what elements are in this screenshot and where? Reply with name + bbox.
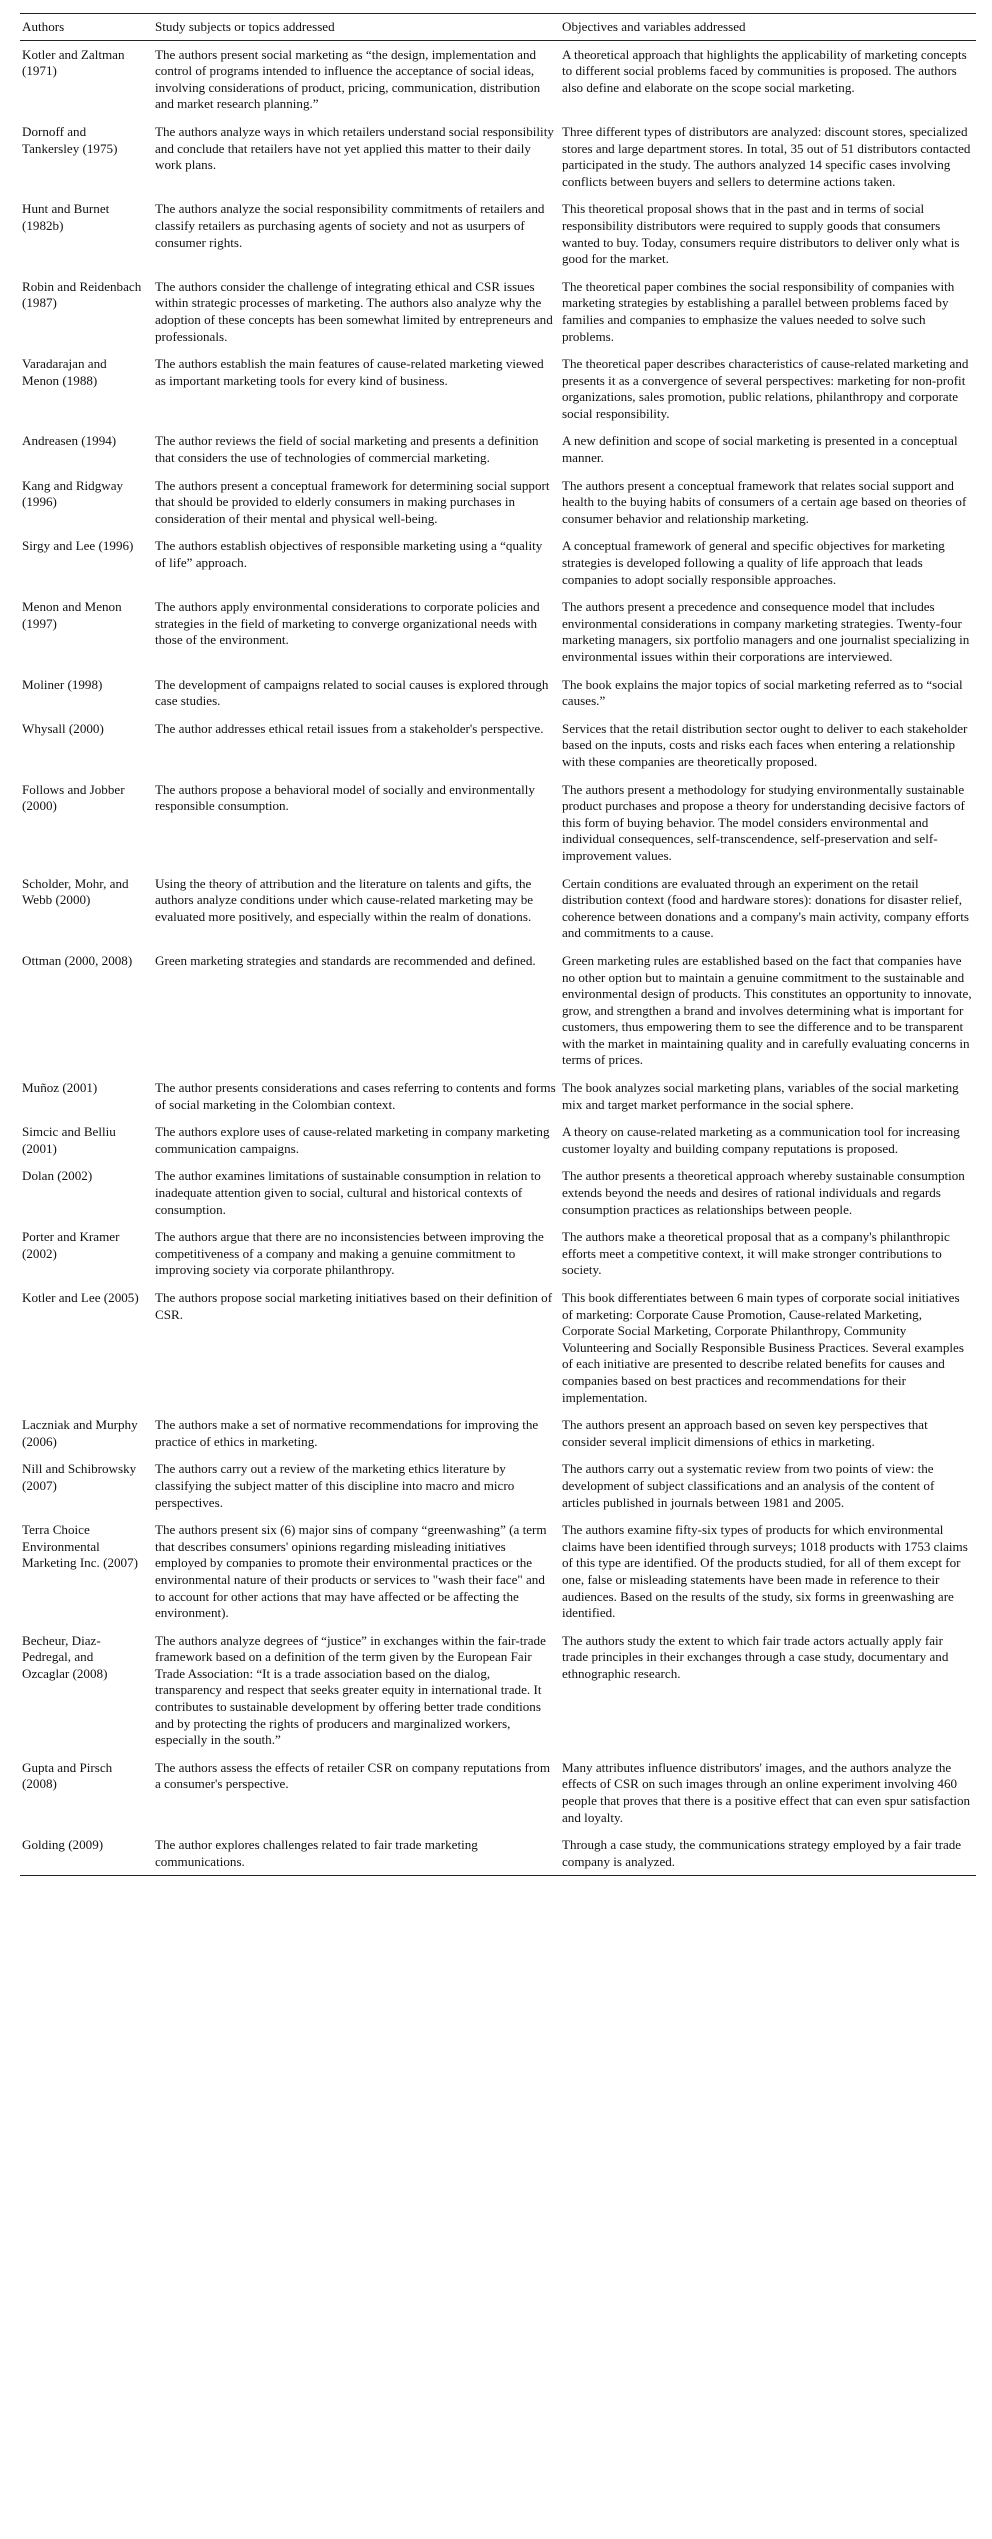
cell-authors: Follows and Jobber (2000) <box>22 781 125 814</box>
cell-subjects: The authors assess the effects of retailer CSR on company reputations from a consumer's perspective. <box>155 1759 551 1792</box>
cell-subjects: The authors analyze ways in which retailers understand social responsibility and conclude that retailers have not yet applied this matter to their daily work plans. <box>155 123 554 173</box>
cell-authors: Varadarajan and Menon (1988) <box>22 356 107 388</box>
cell-authors: Scholder, Mohr, and Webb (2000) <box>22 875 129 908</box>
cell-objectives: The book analyzes social marketing plans, variables of the social marketing mix and target market performance in the social sphere. <box>562 1080 959 1112</box>
table-row <box>20 118 976 195</box>
cell-authors: Dolan (2002) <box>22 1168 93 1184</box>
cell-subjects: The authors establish objectives of responsible marketing using a “quality of life” approach. <box>155 538 543 571</box>
cell-subjects: The authors present social marketing as “the design, implementation and control of programs intended to influence the acceptance of social ideas, involving considerations of product, pricing, communication, distribution and market research planning.” <box>155 46 541 112</box>
cell-authors: Becheur, Diaz-Pedregal, and Ozcaglar (2008) <box>22 1632 108 1681</box>
table-header <box>20 14 976 40</box>
table-row <box>20 1754 976 1831</box>
header-authors: Authors <box>20 14 153 40</box>
header-row <box>20 14 976 40</box>
table-row <box>20 1627 976 1754</box>
table-row <box>20 870 976 947</box>
cell-objectives: This book differentiates between 6 main types of corporate social initiatives of marketing: Corporate Cause Promotion, Cause-related Marketing, Corporate Social Marketing, Corporate Philanthropy, Community Volunteering and Socially Responsible Business Practices. Several examples of each initiative are presented to describe related benefits for causes and companies based on best practices and recommendations for their implementation. <box>562 1290 964 1405</box>
cell-subjects: The authors explore uses of cause-related marketing in company marketing communication campaigns. <box>155 1124 550 1156</box>
table-row <box>20 1411 976 1455</box>
cell-objectives: The author presents a theoretical approach whereby sustainable consumption extends beyond the needs and desires of rational individuals and regards consumption practices as relationships between people. <box>562 1168 965 1217</box>
cell-subjects: The authors propose a behavioral model of socially and environmentally responsible consumption. <box>155 781 535 814</box>
cell-objectives: The authors make a theoretical proposal that as a company's philanthropic efforts meet a competitive context, it will make stronger contributions to society. <box>562 1229 950 1278</box>
cell-authors: Sirgy and Lee (1996) <box>22 538 134 554</box>
cell-authors: Nill and Schibrowsky (2007) <box>22 1461 137 1493</box>
table-row <box>20 1284 976 1411</box>
cell-authors: Whysall (2000) <box>22 720 104 736</box>
cell-subjects: The authors make a set of normative recommendations for improving the practice of ethics in marketing. <box>155 1417 539 1449</box>
cell-objectives: Services that the retail distribution sector ought to deliver to each stakeholder based on the inputs, costs and risks each faces when entering a relationship with these companies are theoretically proposed. <box>562 720 968 769</box>
cell-subjects: Green marketing strategies and standards are recommended and defined. <box>155 952 536 968</box>
cell-subjects: The authors apply environmental considerations to corporate policies and strategies in the field of marketing to converge organizational needs with those of the environment. <box>155 599 540 648</box>
cell-objectives: A theory on cause-related marketing as a communication tool for increasing customer loyalty and building company reputations is proposed. <box>562 1124 960 1156</box>
cell-authors: Ottman (2000, 2008) <box>22 952 133 968</box>
cell-subjects: The authors present a conceptual framework for determining social support that should be provided to elderly consumers in making purchases in consideration of their mental and physical well-being. <box>155 477 550 526</box>
cell-objectives: The book explains the major topics of social marketing referred as to “social causes.” <box>562 676 963 709</box>
cell-authors: Golding (2009) <box>22 1837 104 1853</box>
cell-objectives: Many attributes influence distributors' images, and the authors analyze the effects of CSR on such images through an online experiment involving 460 people that proves that there is a positive effect that can even spur satisfaction and loyalty. <box>562 1759 971 1825</box>
cell-objectives: A theoretical approach that highlights the applicability of marketing concepts to different social problems faced by communities is proposed. The authors also define and elaborate on the scope social marketing. <box>562 46 967 95</box>
cell-authors: Muñoz (2001) <box>22 1080 98 1096</box>
table-row <box>20 273 976 350</box>
cell-authors: Gupta and Pirsch (2008) <box>22 1759 113 1792</box>
cell-subjects: The authors analyze the social responsibility commitments of retailers and classify retailers as purchasing agents of society and not as usurpers of consumer rights. <box>155 201 545 250</box>
table-body <box>20 40 976 1875</box>
cell-objectives: Three different types of distributors are analyzed: discount stores, specialized stores and large department stores. In total, 35 out of 51 distributors contacted participated in the study. The authors analyzed 14 specific cases involving conflicts between buyers and sellers to determine actions taken. <box>562 123 971 189</box>
cell-objectives: The authors present a methodology for studying environmentally sustainable product purchases and propose a theory for understanding decisive factors of this form of buying behavior. The model considers environmental and individual consequences, self-transcendence, self-preservation and self-improvement values. <box>562 781 965 863</box>
table-row <box>20 40 976 118</box>
cell-objectives: The theoretical paper describes characteristics of cause-related marketing and presents it as a convergence of several perspectives: marketing for non-profit organizations, sales promotion, public relations, philanthropy and corporate social responsibility. <box>562 356 969 421</box>
cell-objectives: The authors present a conceptual framework that relates social support and health to the buying habits of consumers of a certain age based on theories of consumer behavior and relationship marketing. <box>562 477 967 526</box>
cell-authors: Menon and Menon (1997) <box>22 599 122 631</box>
table-row <box>20 1223 976 1284</box>
cell-objectives: The theoretical paper combines the social responsibility of companies with marketing strategies by establishing a parallel between problems faced by families and companies to emphasize the values needed to solve such problems. <box>562 278 955 344</box>
cell-subjects: The authors establish the main features of cause-related marketing viewed as important marketing tools for every kind of business. <box>155 356 544 388</box>
table-row <box>20 195 976 272</box>
table-row <box>20 532 976 593</box>
table-row <box>20 715 976 776</box>
table-row <box>20 593 976 670</box>
cell-authors: Dornoff and Tankersley (1975) <box>22 123 118 156</box>
cell-authors: Hunt and Burnet (1982b) <box>22 201 110 233</box>
header-subjects: Study subjects or topics addressed <box>153 14 560 40</box>
cell-subjects: The authors argue that there are no inconsistencies between improving the competitiveness of a company and making a genuine commitment to improving society via corporate philanthropy. <box>155 1229 544 1278</box>
cell-subjects: The author presents considerations and cases referring to contents and forms of social marketing in the Colombian context. <box>155 1080 556 1112</box>
table-row <box>20 671 976 715</box>
cell-authors: Kang and Ridgway (1996) <box>22 477 124 510</box>
table-row <box>20 1162 976 1223</box>
header-objectives: Objectives and variables addressed <box>560 14 976 40</box>
table-row <box>20 350 976 427</box>
table-row <box>20 947 976 1074</box>
cell-subjects: The authors propose social marketing initiatives based on their definition of CSR. <box>155 1290 553 1322</box>
cell-subjects: The authors analyze degrees of “justice” in exchanges within the fair-trade framework based on a definition of the term given by the European Fair Trade Association: “It is a trade association based on the dialog, transparency and respect that seeks greater equity in international trade. It contributes to sustainable development by offering better trade conditions and by protecting the rights of producers and marginalized workers, especially in the south.” <box>155 1632 546 1748</box>
cell-authors: Laczniak and Murphy (2006) <box>22 1417 138 1449</box>
table-row <box>20 1118 976 1162</box>
table-row <box>20 1074 976 1118</box>
cell-subjects: The author explores challenges related to fair trade marketing communications. <box>155 1837 478 1869</box>
table-row <box>20 1516 976 1627</box>
cell-authors: Moliner (1998) <box>22 676 103 692</box>
cell-objectives: Certain conditions are evaluated through an experiment on the retail distribution context (food and hardware stores): donations for disaster relief, coherence between donations and a company's main activity, company efforts and commitments to a cause. <box>562 875 970 941</box>
cell-authors: Kotler and Lee (2005) <box>22 1290 139 1305</box>
table-row <box>20 1455 976 1516</box>
cell-authors: Porter and Kramer (2002) <box>22 1229 120 1261</box>
cell-authors: Simcic and Belliu (2001) <box>22 1124 116 1156</box>
cell-objectives: The authors study the extent to which fair trade actors actually apply fair trade principles in their exchanges through a case study, documentary and ethnographic research. <box>562 1632 949 1681</box>
cell-subjects: The authors carry out a review of the marketing ethics literature by classifying the subject matter of this discipline into macro and micro perspectives. <box>155 1461 515 1510</box>
cell-objectives: A new definition and scope of social marketing is presented in a conceptual manner. <box>562 433 958 466</box>
table-row <box>20 427 976 471</box>
cell-objectives: The authors present a precedence and consequence model that includes environmental considerations in company marketing strategies. Twenty-four marketing managers, six portfolio managers and one journalist specializing in environmental issues within their corporations are interviewed. <box>562 599 970 664</box>
cell-authors: Kotler and Zaltman (1971) <box>22 46 125 79</box>
table-row <box>20 472 976 533</box>
literature-table <box>20 13 976 1876</box>
cell-authors: Andreasen (1994) <box>22 433 117 449</box>
cell-objectives: Through a case study, the communications strategy employed by a fair trade company is analyzed. <box>562 1837 962 1869</box>
cell-objectives: This theoretical proposal shows that in the past and in terms of social responsibility distributors were required to supply goods that consumers wanted to buy. Today, consumers require distributors to deliver only what is good for the market. <box>562 201 960 267</box>
cell-authors: Terra Choice Environmental Marketing Inc. (2007) <box>22 1522 138 1571</box>
cell-objectives: The authors examine fifty-six types of products for which environmental claims have been identified through surveys; 1018 products with 1753 claims of this type are identified. Of the products studied, for all of them except for one, false or misleading statements have been made in reference to their audiences. Based on the results of the study, six forms in greenwashing are identified. <box>562 1522 968 1621</box>
cell-objectives: Green marketing rules are established based on the fact that companies have no other option but to maintain a genuine commitment to the sustainable and environmental design of products. This constitutes an opportunity to innovate, grow, and strengthen a brand and involves determining what is important for customers, thus empowering them to see the difference and to be transparent with the market in maintaining quality and in carefully evaluating concerns in terms of prices. <box>562 952 972 1068</box>
cell-subjects: The development of campaigns related to social causes is explored through case studies. <box>155 676 549 709</box>
table-row <box>20 1831 976 1875</box>
cell-subjects: Using the theory of attribution and the literature on talents and gifts, the authors analyze conditions under which cause-related marketing may be evaluated more positively, and especially within the realm of donations. <box>155 875 534 924</box>
cell-authors: Robin and Reidenbach (1987) <box>22 278 142 311</box>
cell-subjects: The authors consider the challenge of integrating ethical and CSR issues within strategic processes of marketing. The authors also analyze why the adoption of these concepts has been somewhat limited by entrepreneurs and professionals. <box>155 278 553 344</box>
table-row <box>20 776 976 870</box>
cell-objectives: A conceptual framework of general and specific objectives for marketing strategies is developed following a quality of life approach that leads companies to adopt socially responsible approaches. <box>562 538 945 587</box>
cell-objectives: The authors carry out a systematic review from two points of view: the development of subject classifications and an analysis of the content of articles published in journals between 1981 and 2005. <box>562 1461 935 1510</box>
cell-subjects: The authors present six (6) major sins of company “greenwashing” (a term that describes consumers' opinions regarding misleading initiatives employed by companies to promote their environmental practices or the environmental nature of their products or services to "wash their face" and to account for other actions that may have affected or be affecting the environment). <box>155 1522 547 1621</box>
literature-table-grid <box>20 14 976 1875</box>
cell-subjects: The author examines limitations of sustainable consumption in relation to inadequate attention given to social, cultural and historical contexts of consumption. <box>155 1168 541 1217</box>
cell-objectives: The authors present an approach based on seven key perspectives that consider several implicit dimensions of ethics in marketing. <box>562 1417 928 1449</box>
cell-subjects: The author addresses ethical retail issues from a stakeholder's perspective. <box>155 720 544 736</box>
cell-subjects: The author reviews the field of social marketing and presents a definition that considers the use of technologies of commercial marketing. <box>155 433 539 466</box>
